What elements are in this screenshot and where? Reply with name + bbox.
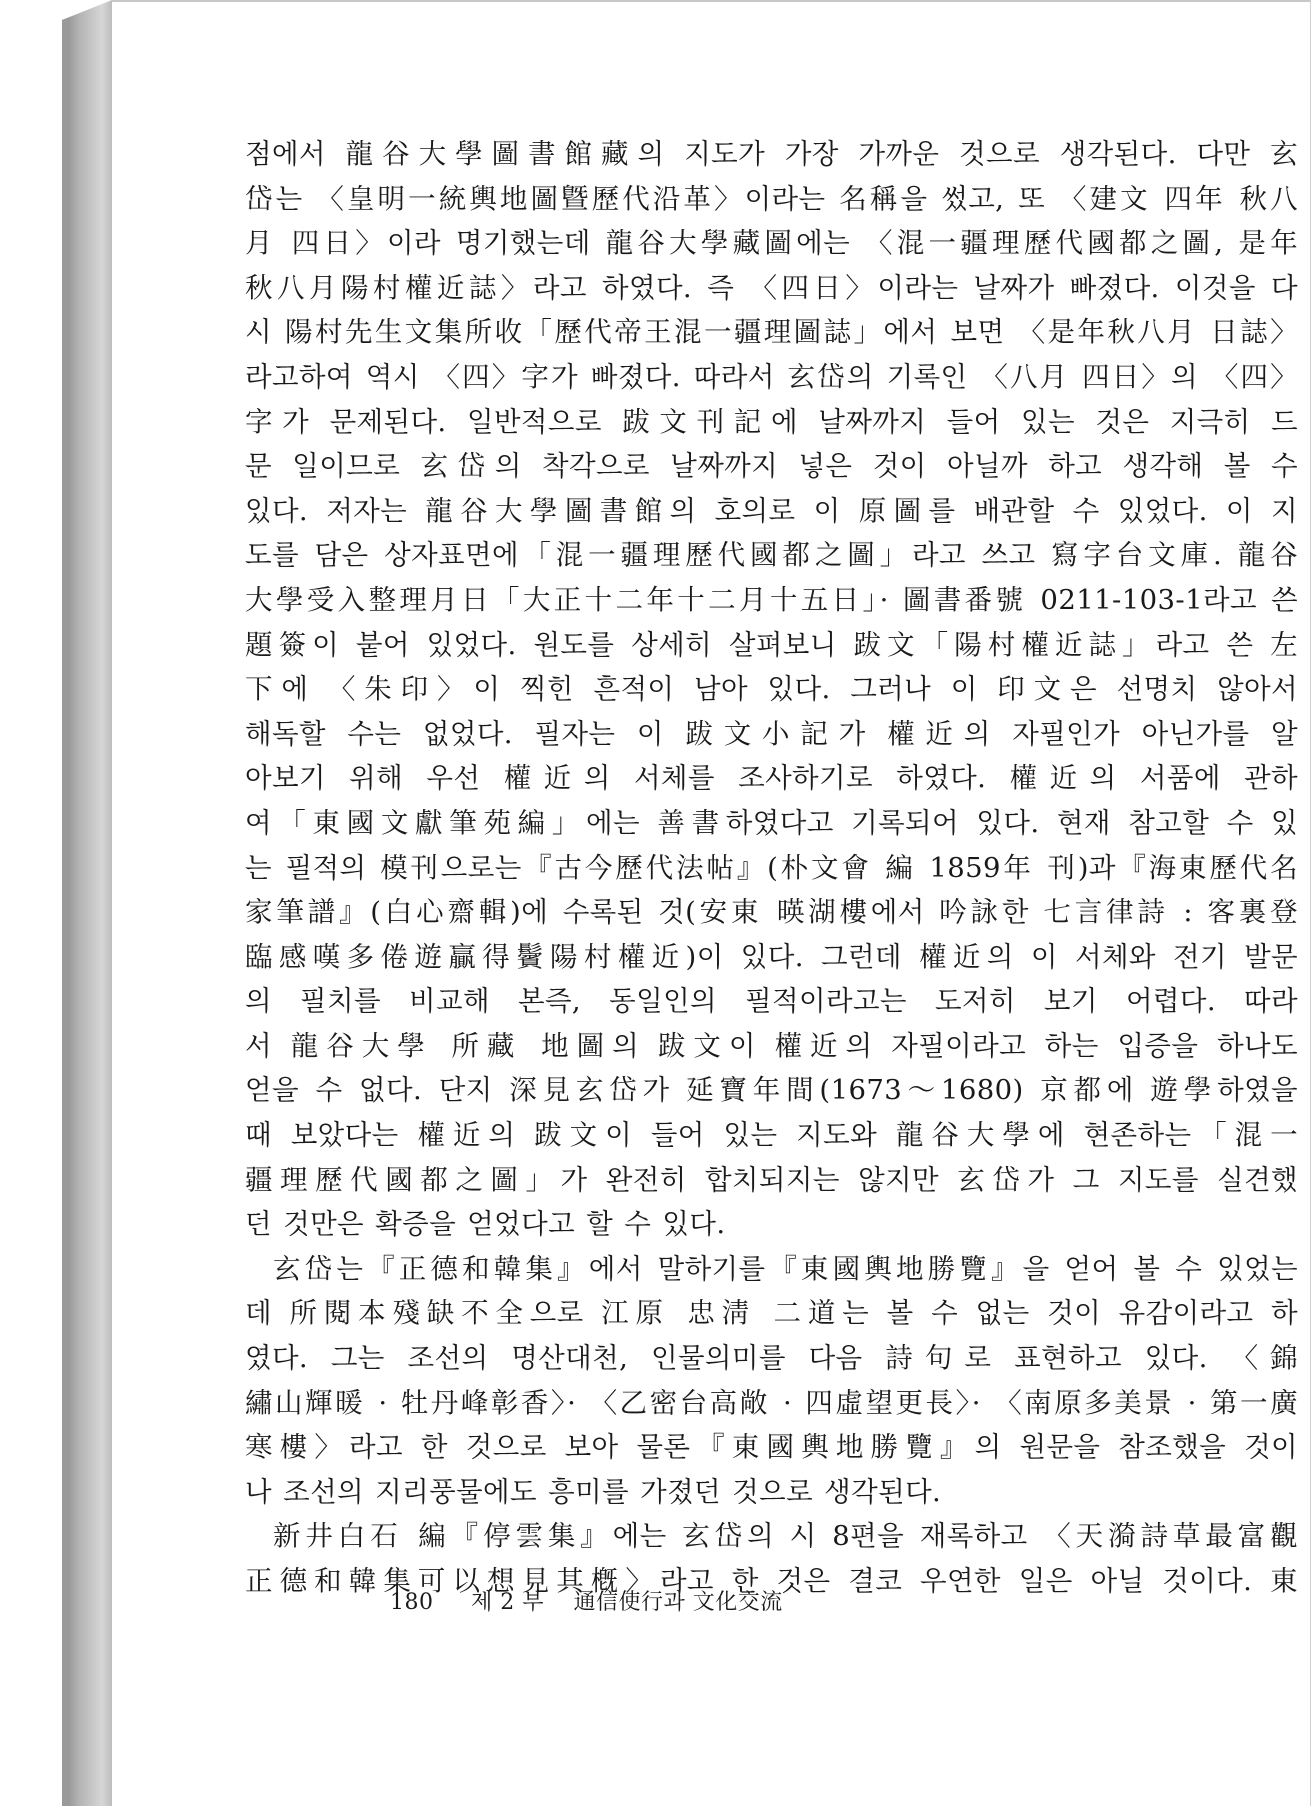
text-line: 서 龍谷大學 所藏 地圖의 跋文이 權近의 자필이라고 하는 입증을 하나도 xyxy=(245,1029,1298,1062)
text-line: 題簽이 붙어 있었다. 원도를 상세히 살펴보니 跋文「陽村權近誌」라고 쓴 左 xyxy=(245,628,1298,661)
text-line: 玄岱는『正德和韓集』에서 말하기를『東國輿地勝覽』을 얻어 볼 수 있었는 xyxy=(273,1252,1298,1285)
text-line: 秋八月陽村權近誌〉라고 하였다. 즉 〈四日〉이라는 날짜가 빠졌다. 이것을 다 xyxy=(245,271,1298,304)
text-line: 正德和韓集可以想見其槪〉라고 한 것은 결코 우연한 일은 아닐 것이다. 東 xyxy=(245,1565,1298,1597)
text-line: 家筆譜』(白心齋輯)에 수록된 것(安東 暎湖樓에서 吟詠한 七言律詩 : 客裏登 xyxy=(245,896,1298,929)
text-line: 下에 〈朱印〉이 찍힌 흔적이 남아 있다. 그러나 이 印文은 선명치 않아서 xyxy=(245,673,1298,706)
body-text xyxy=(245,132,1298,1604)
paragraph xyxy=(245,132,1298,1247)
text-line: 繡山輝暖 · 牡丹峰彰香〉· 〈乙密台高敞 · 四虛望更長〉· 〈南原多美景 · 第一廣 xyxy=(245,1386,1298,1419)
text-line: 疆理歷代國都之圖」가 완전히 합치되지는 않지만 玄岱가 그 지도를 실견했 xyxy=(245,1163,1298,1196)
text-line: 字가 문제된다. 일반적으로 跋文刊記에 날짜까지 들어 있는 것은 지극히 드 xyxy=(245,405,1298,438)
text-line: 데 所閱本殘缺不全으로 江原 忠淸 二道는 볼 수 없는 것이 유감이라고 하 xyxy=(245,1297,1298,1330)
page-footer xyxy=(390,1585,783,1616)
text-line: 점에서 龍谷大學圖書館藏의 지도가 가장 가까운 것으로 생각된다. 다만 玄 xyxy=(245,138,1298,170)
text-line: 는 필적의 模刊으로는『古今歷代法帖』(朴文會 編 1859年 刊)과『海東歷代名 xyxy=(245,851,1298,884)
text-line: 岱는 〈皇明一統輿地圖曁歷代沿革〉이라는 名稱을 썼고, 또 〈建文 四年 秋八 xyxy=(245,182,1298,215)
text-line: 문 일이므로 玄岱의 착각으로 날짜까지 넣은 것이 아닐까 하고 생각해 볼 수 xyxy=(245,450,1298,483)
text-line: 의 필치를 비교해 본즉, 동일인의 필적이라고는 도저히 보기 어렵다. 따라 xyxy=(245,985,1298,1018)
chapter-title: 通信使行과 文化交流 xyxy=(573,1590,783,1615)
text-line: 때 보았다는 權近의 跋文이 들어 있는 지도와 龍谷大學에 현존하는「混一 xyxy=(245,1119,1298,1152)
text-line: 여「東國文獻筆苑編」에는 善書하였다고 기록되어 있다. 현재 참고할 수 있 xyxy=(245,806,1298,839)
text-line: 新井白石 編『停雲集』에는 玄岱의 시 8편을 재록하고 〈天漪詩草最富觀 xyxy=(273,1520,1298,1553)
text-line: 였다. 그는 조선의 명산대천, 인물의미를 다음 詩句로 표현하고 있다. 〈錦 xyxy=(245,1342,1298,1375)
book-edge xyxy=(0,0,112,1806)
text-line: 있다. 저자는 龍谷大學圖書館의 호의로 이 原圖를 배관할 수 있었다. 이 지 xyxy=(245,494,1298,527)
document-page xyxy=(112,0,1311,1806)
text-line: 寒樓〉라고 한 것으로 보아 물론『東國輿地勝覽』의 원문을 참조했을 것이 xyxy=(245,1431,1298,1464)
text-line: 나 조선의 지리풍물에도 흥미를 가졌던 것으로 생각된다. xyxy=(245,1475,942,1508)
paragraph xyxy=(245,1247,1298,1515)
page-number: 180 xyxy=(390,1590,434,1615)
text-line: 도를 담은 상자표면에「混一疆理歷代國都之圖」라고 쓰고 寫字台文庫. 龍谷 xyxy=(245,539,1298,572)
text-line: 시 陽村先生文集所收「歷代帝王混一疆理圖誌」에서 보면 〈是年秋八月 日誌〉 xyxy=(245,316,1298,349)
text-line: 던 것만은 확증을 얻었다고 할 수 있다. xyxy=(245,1208,726,1241)
part-label: 제 2 부 xyxy=(471,1590,544,1615)
text-line: 臨感嘆多倦遊贏得鬢陽村權近)이 있다. 그런데 權近의 이 서체와 전기 발문 xyxy=(245,940,1298,973)
text-line: 얻을 수 없다. 단지 深見玄岱가 延寶年間(1673～1680) 京都에 遊學하였을 xyxy=(245,1074,1298,1107)
text-line: 大學受入整理月日「大正十二年十二月十五日」· 圖書番號 0211-103-1라고 쓴 xyxy=(245,583,1298,616)
text-line: 라고하여 역시 〈四〉字가 빠졌다. 따라서 玄岱의 기록인 〈八月 四日〉의 〈四〉 xyxy=(245,360,1298,393)
text-line: 月 四日〉이라 명기했는데 龍谷大學藏圖에는 〈混一疆理歷代國都之圖, 是年 xyxy=(245,227,1298,260)
text-line: 해독할 수는 없었다. 필자는 이 跋文小記가 權近의 자필인가 아닌가를 알 xyxy=(245,717,1298,750)
text-line: 아보기 위해 우선 權近의 서체를 조사하기로 하였다. 權近의 서품에 관하 xyxy=(245,762,1298,795)
